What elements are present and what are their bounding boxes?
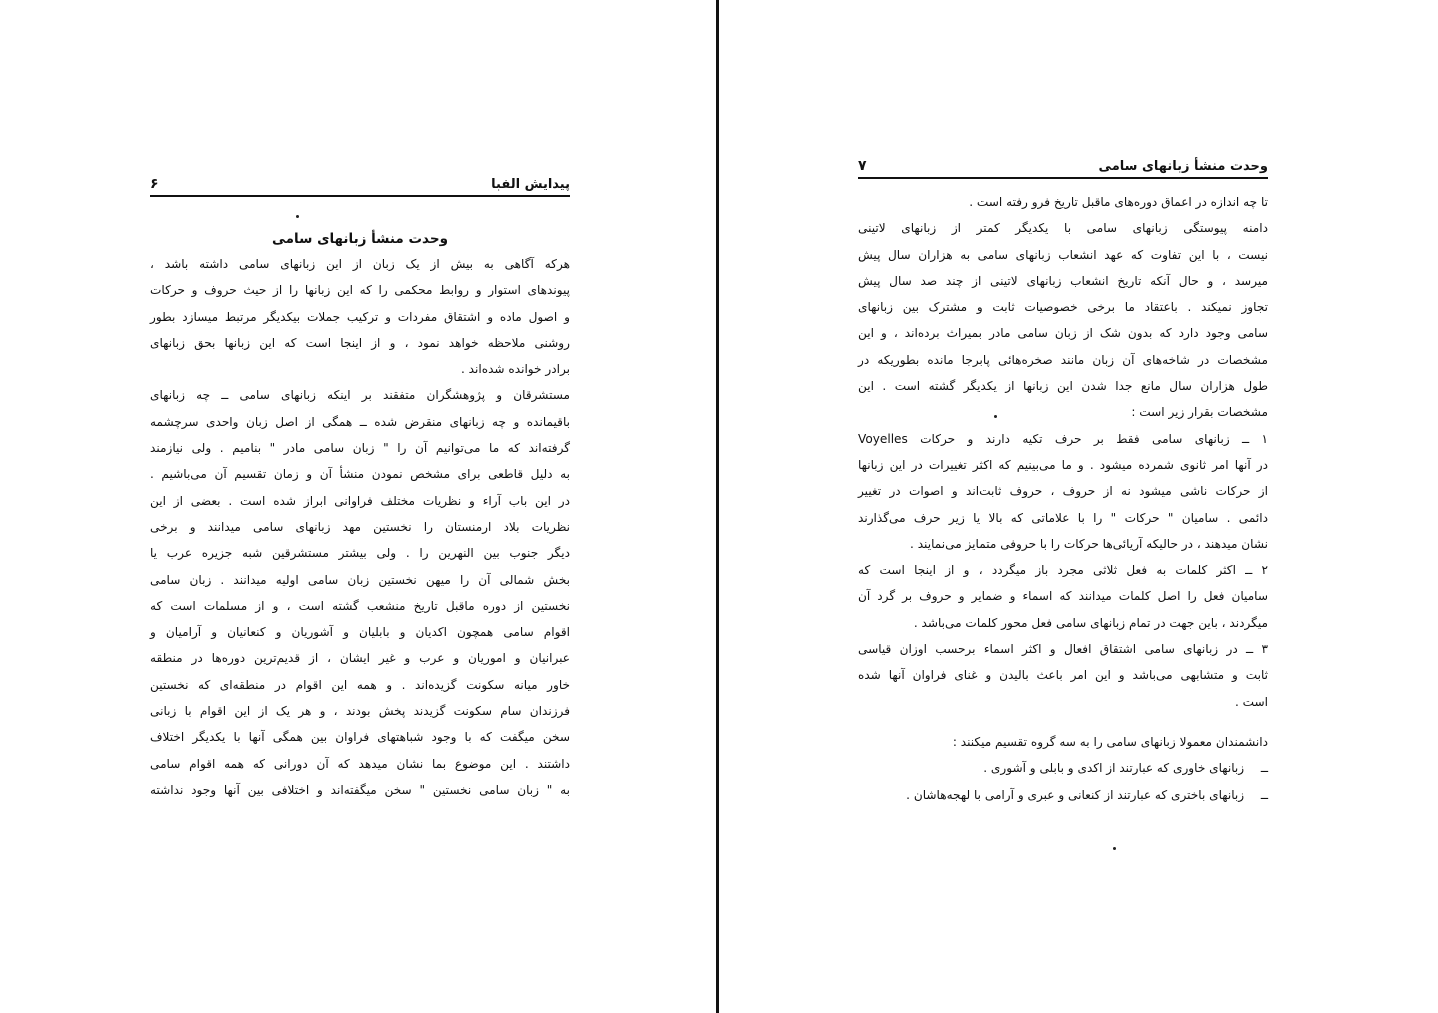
text-line: دائمی . سامیان " حرکات " را با علاماتی که بالا یا زیر حرف می‌گذارند [858,510,1268,525]
chapter-heading: وحدت منشأ زبانهای سامی [272,231,448,247]
text-line: است . [1234,694,1268,709]
list-item [858,782,1268,808]
text-line: ثابت و متشابهی می‌باشد و این امر باعث بالیدن و غنای فراوان آنها شده [858,668,1268,683]
left-page [150,176,570,803]
text-line: پیوندهای استوار و روابط محکمی را که این زبانها را از حیث حروف و حرکات [150,283,570,298]
text-line: برادر خوانده شده‌اند . [460,362,570,377]
right-paragraph-6 [858,729,1268,755]
text-line: هرکه آگاهی به بیش از یک زبان از این زبانهای سامی داشته باشد ، [150,257,570,271]
right-paragraph-2 [858,215,1268,425]
right-running-head [858,158,1268,179]
text-line: مستشرقان و پژوهشگران متفقند بر اینکه زبانهای سامی ــ چه زبانهای [150,388,570,403]
book-gutter [716,0,719,1013]
text-line: میرسد ، و حال آنکه تاریخ انشعاب زبانهای لاتینی از چند صد سال پیش [858,273,1268,288]
right-paragraph-3 [858,426,1268,557]
text-line: روشنی ملاحظه خواهد نمود ، و از اینجا است که این زبانها بحق زبانهای [150,335,570,350]
text-line: به دلیل قاطعی برای مشخص نمودن منشأ آن و زمان تقسیم آن می‌باشیم . [150,467,570,482]
text-line: تا چه اندازه در اعماق دوره‌های ماقبل تاریخ فرو رفته است . [969,195,1268,209]
left-paragraph-1 [150,251,570,382]
list-item-text: زبانهای خاوری که عبارتند از اکدی و بابلی و آشوری . [983,761,1245,776]
language-group-list [858,755,1268,808]
right-paragraph-4 [858,557,1268,636]
text-line: از حرکات ناشی میشود نه از حروف ، حروف ثابت‌اند و اصوات در تغییر [858,484,1268,499]
text-line: نشان میدهند ، در حالیکه آریائی‌ها حرکات را با حروفی متمایز می‌نمایند . [910,536,1268,551]
text-line: نخستین از دوره ماقبل تاریخ منشعب گشته است ، و از مسلمات است که [150,598,570,613]
right-page [858,158,1268,808]
scan-speck [1113,847,1116,850]
text-line: ۲ ــ اکثر کلمات به فعل ثلاثی مجرد باز میگردد ، و از اینجا است که [858,563,1268,578]
scan-speck [296,215,299,218]
left-paragraph-2 [150,382,570,803]
text-line: مشخصات در شاخه‌های آن زبان مانند صخره‌هائی پابرجا مانده بطوریکه در [858,352,1268,367]
right-page-number: ۷ [858,158,867,174]
right-running-head-title: وحدت منشأ زبانهای سامی [1098,159,1268,174]
right-paragraph-5 [858,636,1268,715]
text-line: دیگر جنوب بین النهرین را . ولی بیشتر مستشرقین شبه جزیره عرب یا [150,546,570,561]
text-line: عبرانیان و اموریان و عرب و غیر ایشان ، از قدیم‌ترین دوره‌ها در منطقه [150,651,570,666]
text-line: طول هزاران سال مانع جدا شدن این زبانها از یکدیگر گشته است . این [858,379,1268,394]
text-line: سامی وجود دارد که بدون شک از زبان سامی مادر بمیراث برده‌اند ، و این [858,326,1268,341]
text-line: دامنه پیوستگی زبانهای سامی با یکدیگر کمتر از زبانهای لاتینی [858,221,1268,236]
dash-bullet: ــ [1260,761,1268,776]
text-line: اقوام سامی همچون اکدیان و بابلیان و آشوریان و کنعانیان و آرامیان و [150,625,570,640]
text-line: به " زبان سامی نخستین " سخن میگفته‌اند و اختلافی بین آنها وجود نداشته [150,782,570,797]
text-line: و اصول ماده و اشتقاق مفردات و ترکیب جملات بیکدیگر مرتبط میسازد بطور [150,309,570,324]
text-line: نظریات بلاد ارمنستان را نخستین مهد زبانهای سامی میدانند و برخی [150,519,570,534]
scan-speck [994,415,997,418]
text-line: در این باب آراء و نظریات مختلف فراوانی ابراز شده است . بعضی از این [150,493,570,508]
text-line: خاور میانه سکونت گزیده‌اند . و همه این اقوام در منطقه‌ای که نخستین [150,677,570,692]
text-line: داشتند . این موضوع بما نشان میدهد که آن دورانی که همه اقوام سامی [150,756,570,771]
text-line: ۱ ــ زبانهای سامی فقط بر حرف تکیه دارند و حرکات Voyelles [858,431,1268,446]
paragraph-gap [858,715,1268,729]
left-running-head-title: پیدایش الفبا [491,177,570,192]
list-item-text: زبانهای باختری که عبارتند از کنعانی و عبری و آرامی با لهجه‌هاشان . [906,787,1245,802]
text-line: نیست ، با این تفاوت که عهد انشعاب زبانهای سامی به هزاران سال پیش [858,247,1268,262]
text-line: سخن میگفت که با وجود شباهتهای فراوان بین همگی آنها با یکدیگر اختلاف [150,730,570,745]
text-line: دانشمندان معمولا زبانهای سامی را به سه گروه تقسیم میکنند : [952,734,1268,749]
text-line: ۳ ــ در زبانهای سامی اشتقاق افعال و اکثر اسماء برحسب اوزان قیاسی [858,642,1268,657]
left-running-head [150,176,570,197]
text-line: میگردند ، باین جهت در تمام زبانهای سامی فعل محور کلمات می‌باشد . [913,615,1268,630]
text-line: تجاوز نمیکند . باعتقاد ما برخی خصوصیات ثابت و مشترک بین زبانهای [858,300,1268,315]
text-line: در آنها امر ثانوی شمرده میشود . و ما می‌بینیم که اکثر تغییرات در این زبانها [858,457,1268,472]
left-page-number: ۶ [150,176,159,192]
text-line: مشخصات بقرار زیر است : [1131,405,1268,420]
dash-bullet: ــ [1260,787,1268,802]
text-line: بخش شمالی آن را میهن نخستین زبان سامی اولیه میدانند . زبان سامی [150,572,570,587]
text-line: سامیان فعل را اصل کلمات میدانند که اسماء و ضمایر و حروف بر گرد آن [858,589,1268,604]
right-paragraph-1 [858,189,1268,215]
text-line: گرفته‌اند که ما می‌توانیم آن را " زبان سامی مادر " بنامیم . ولی نیازمند [150,441,570,456]
text-line: فرزندان سام سکونت گزیدند پخش بودند ، و هر یک از این اقوام با زبانی [150,704,570,719]
text-line: باقیمانده و چه زبانهای منقرض شده ــ همگی از اصل زبان واحدی سرچشمه [150,414,570,429]
list-item [858,755,1268,781]
